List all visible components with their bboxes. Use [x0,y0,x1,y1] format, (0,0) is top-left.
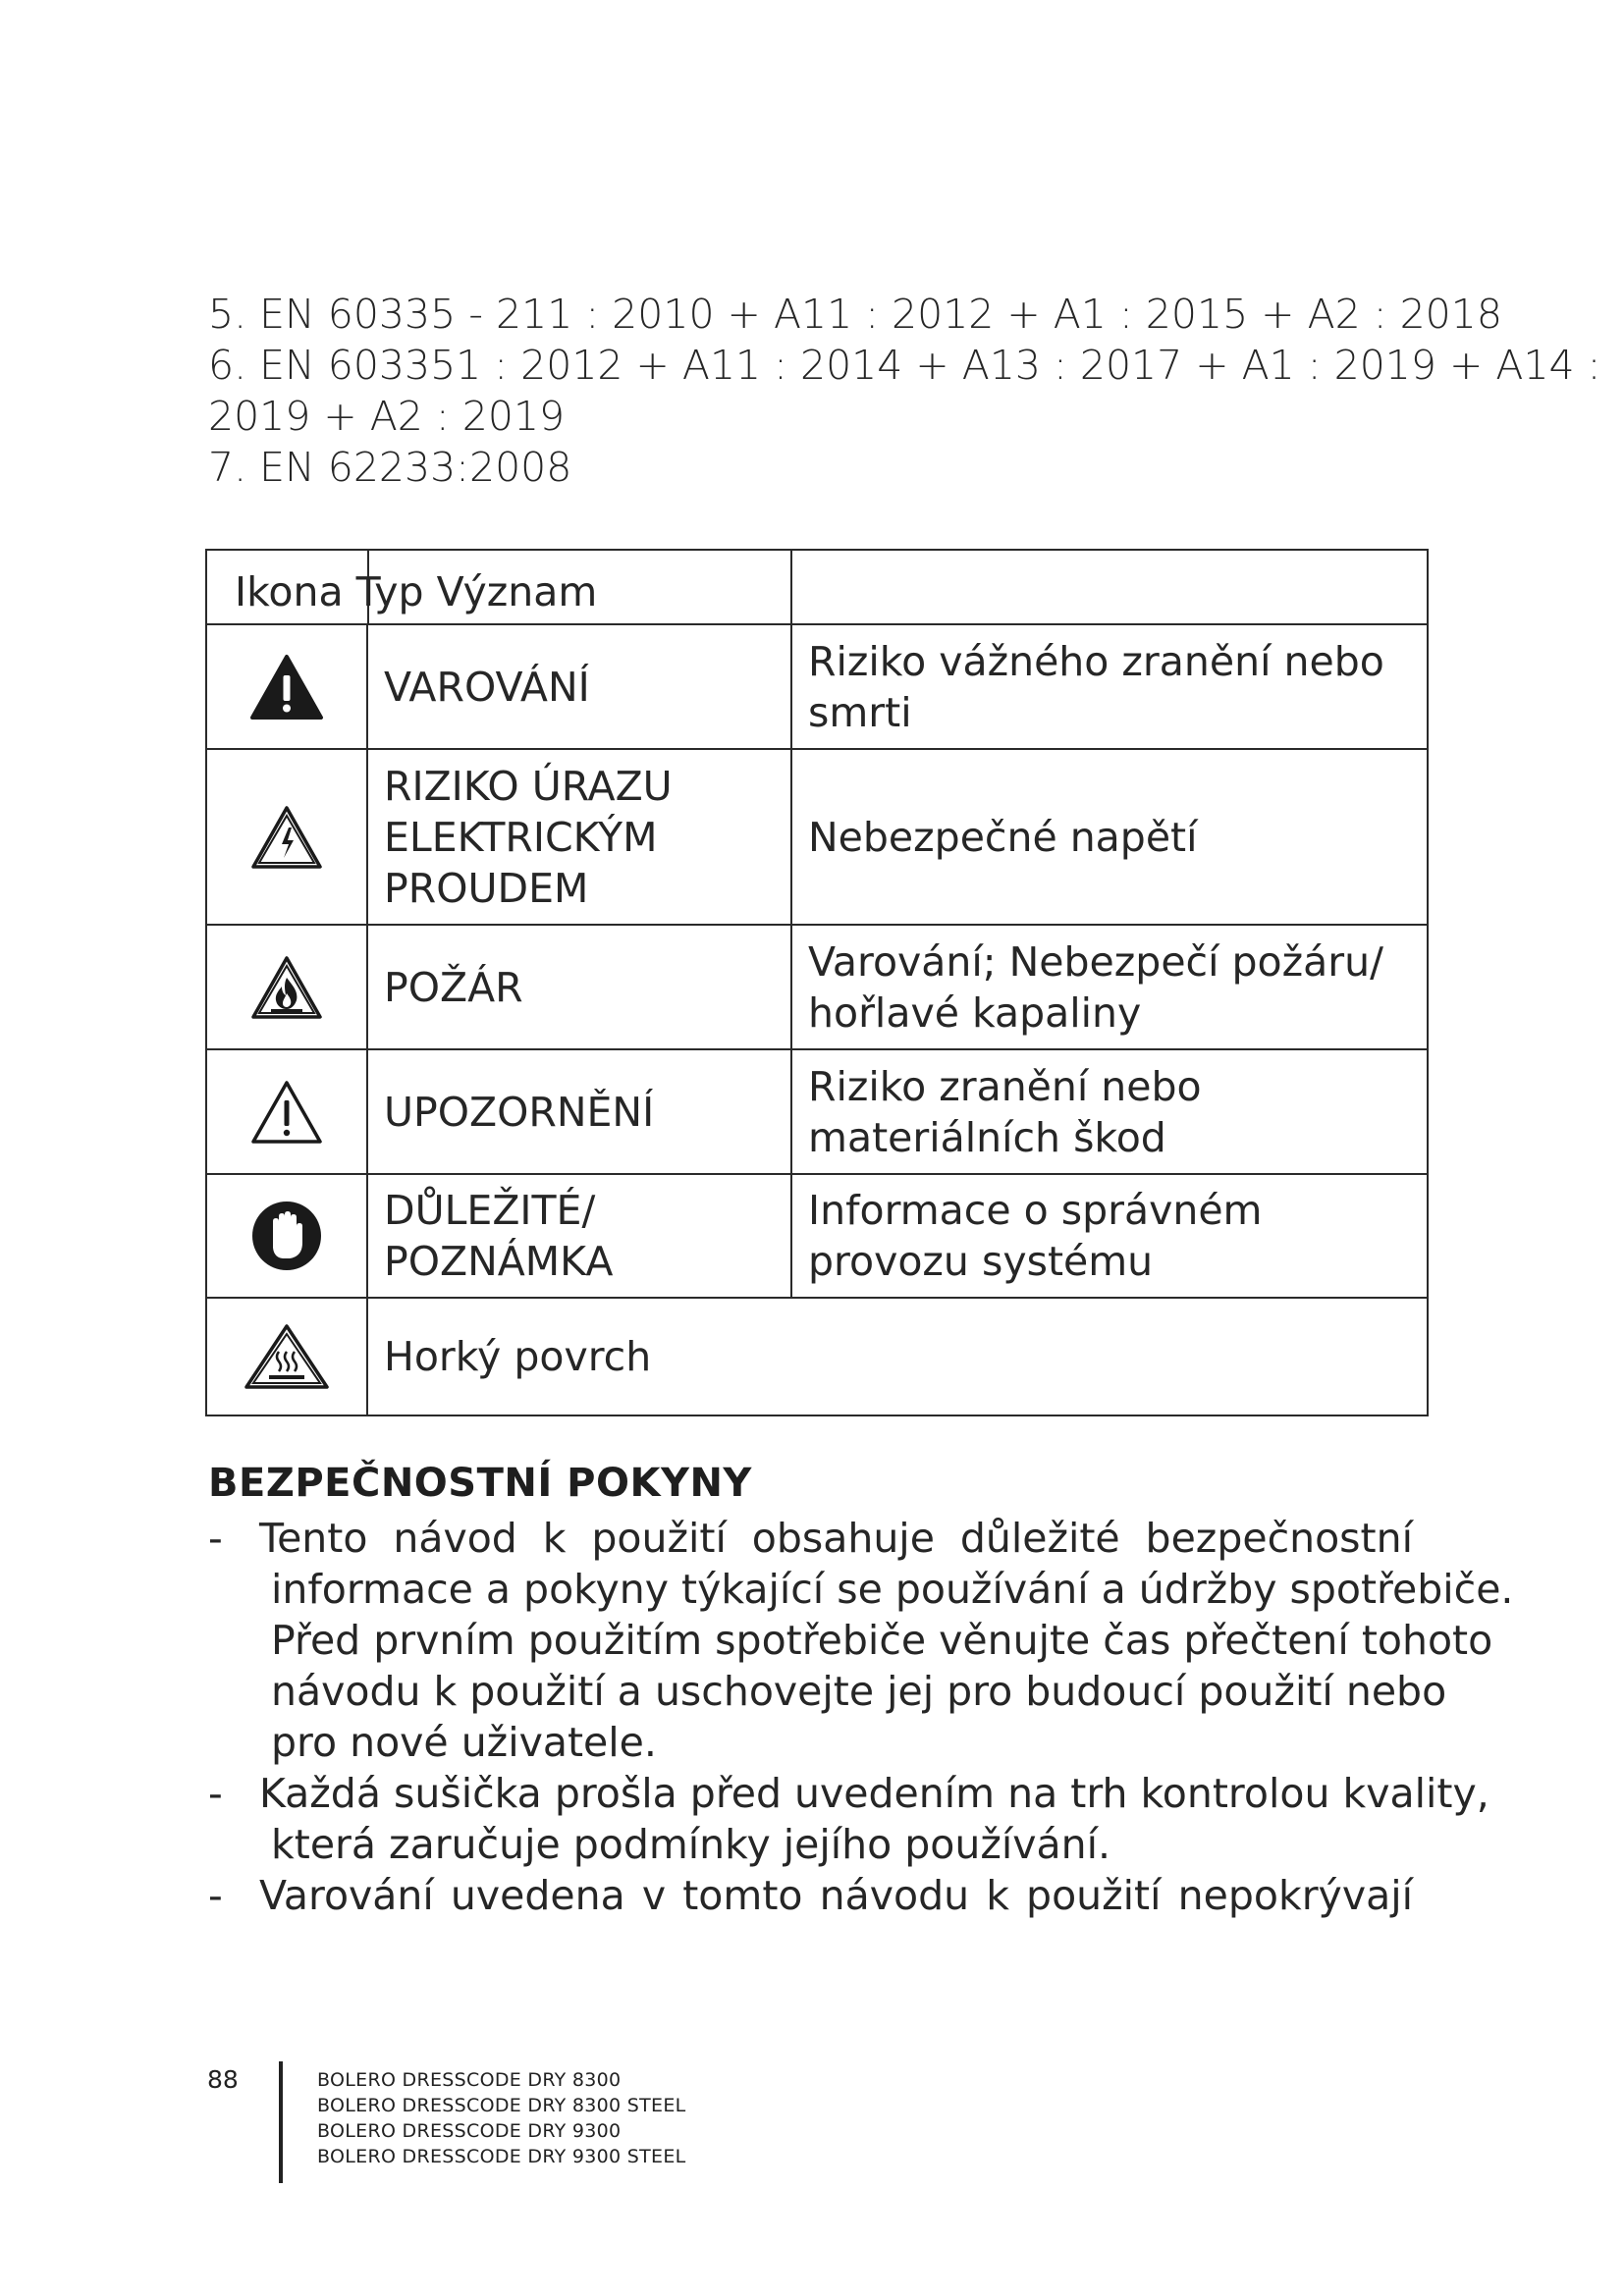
word: Tento [259,1515,368,1562]
word: obsahuje [751,1515,935,1562]
bullet-line: Každá sušička prošla před uvedením na trh kontrolou kvality, [259,1770,1489,1817]
type-label: ELEKTRICKÝM [384,813,658,861]
list-item [208,1768,1489,1870]
icon-cell [206,1298,367,1415]
standard-line: 7. EN 62233:2008 [208,444,572,491]
word: nepokrývají [1177,1872,1413,1919]
type-cell [367,925,791,1049]
meaning-text: provozu systému [808,1238,1154,1285]
type-label: RIZIKO ÚRAZU [384,762,673,810]
type-cell [367,749,791,925]
bullet-line: pro nové uživatele. [271,1719,657,1766]
meaning-text: materiálních škod [808,1113,1166,1161]
word: uvedena [450,1872,625,1919]
bullet-line-justified [259,1513,1413,1564]
meaning-cell [791,1049,1428,1174]
table-header-cell [206,550,791,624]
meaning-text: Nebezpečné napětí [808,813,1198,861]
meaning-text: Riziko zranění nebo [808,1062,1202,1110]
standard-line: 2019 + A2 : 2019 [208,393,566,440]
bullet-line: návodu k použití a uschovejte jej pro budoucí použití nebo [271,1668,1447,1715]
page-number: 88 [207,2065,239,2094]
footer-divider [279,2061,283,2183]
type-cell [367,624,791,749]
icon-cell [206,624,367,749]
table-header-row [206,550,1428,624]
word: v [641,1872,667,1919]
table-row [206,925,1428,1049]
hand-stop-icon [207,1200,366,1272]
word: bezpečnostní [1145,1515,1413,1562]
word: Varování [259,1872,434,1919]
model-name: BOLERO DRESSCODE DRY 8300 [317,2069,622,2091]
bullet-line: informace a pokyny týkající se používání a údržby spotřebiče. [271,1566,1514,1613]
icon-cell [206,1049,367,1174]
meaning-text: Varování; Nebezpečí požáru/ [808,937,1383,986]
type-label: Horký povrch [384,1333,652,1380]
word: použití [591,1515,727,1562]
electric-shock-icon [207,804,366,871]
table-header: Ikona Typ Význam [235,568,598,615]
standard-line: 6. EN 603351 : 2012 + A11 : 2014 + A13 : 2017 + A1 : 2019 + A14 : [208,342,1601,389]
safety-bullets [208,1513,1514,1921]
meaning-text: Riziko vážného zranění nebo [808,637,1384,685]
type-label: VAROVÁNÍ [384,663,590,711]
type-cell [367,1049,791,1174]
icon-cell [206,925,367,1049]
word: návodu [819,1872,970,1919]
table-row [206,1049,1428,1174]
word: použití [1026,1872,1162,1919]
bullet-line-justified [259,1870,1413,1921]
table-row [206,1298,1428,1415]
meaning-text: Informace o správném [808,1187,1263,1234]
table-row [206,1174,1428,1298]
list-item [208,1513,1514,1768]
word: tomto [682,1872,803,1919]
icon-cell [206,1174,367,1298]
bullet-dash: - [208,1872,223,1919]
meaning-text: smrti [808,688,912,736]
meaning-cell [791,624,1428,749]
word: návod [393,1515,517,1562]
type-cell [367,1298,1428,1415]
meaning-cell [791,1174,1428,1298]
table-header-empty [791,550,1428,624]
standards-list [208,289,1601,493]
type-label: POZNÁMKA [384,1238,614,1285]
hot-surface-icon [207,1322,366,1391]
type-label: DŮLEŽITÉ/ [384,1187,596,1234]
caution-icon [207,1079,366,1146]
table-row [206,624,1428,749]
model-name: BOLERO DRESSCODE DRY 8300 STEEL [317,2095,686,2116]
bullet-dash: - [208,1770,223,1817]
table-row [206,749,1428,925]
type-cell [367,1174,791,1298]
word: důležité [959,1515,1120,1562]
bullet-line: Před prvním použitím spotřebiče věnujte čas přečtení tohoto [271,1617,1493,1664]
warning-filled-icon [207,654,366,721]
word: k [542,1515,567,1562]
fire-icon [207,954,366,1021]
word: k [986,1872,1009,1919]
footer-models [317,2067,686,2169]
type-label: PROUDEM [384,864,589,912]
meaning-cell [791,749,1428,925]
type-label: POŽÁR [384,963,523,1011]
meaning-cell [791,925,1428,1049]
safety-symbols-table [205,549,1429,1416]
model-name: BOLERO DRESSCODE DRY 9300 STEEL [317,2146,686,2167]
bullet-dash: - [208,1515,223,1562]
standard-line: 5. EN 60335 - 211 : 2010 + A11 : 2012 + A1 : 2015 + A2 : 2018 [208,291,1502,338]
section-title: BEZPEČNOSTNÍ POKYNY [208,1461,752,1506]
bullet-line: která zaručuje podmínky jejího používání. [271,1821,1111,1868]
meaning-text: hořlavé kapaliny [808,988,1142,1037]
model-name: BOLERO DRESSCODE DRY 9300 [317,2120,622,2142]
type-label: UPOZORNĚNÍ [384,1088,655,1136]
list-item [208,1870,1475,1921]
icon-cell [206,749,367,925]
